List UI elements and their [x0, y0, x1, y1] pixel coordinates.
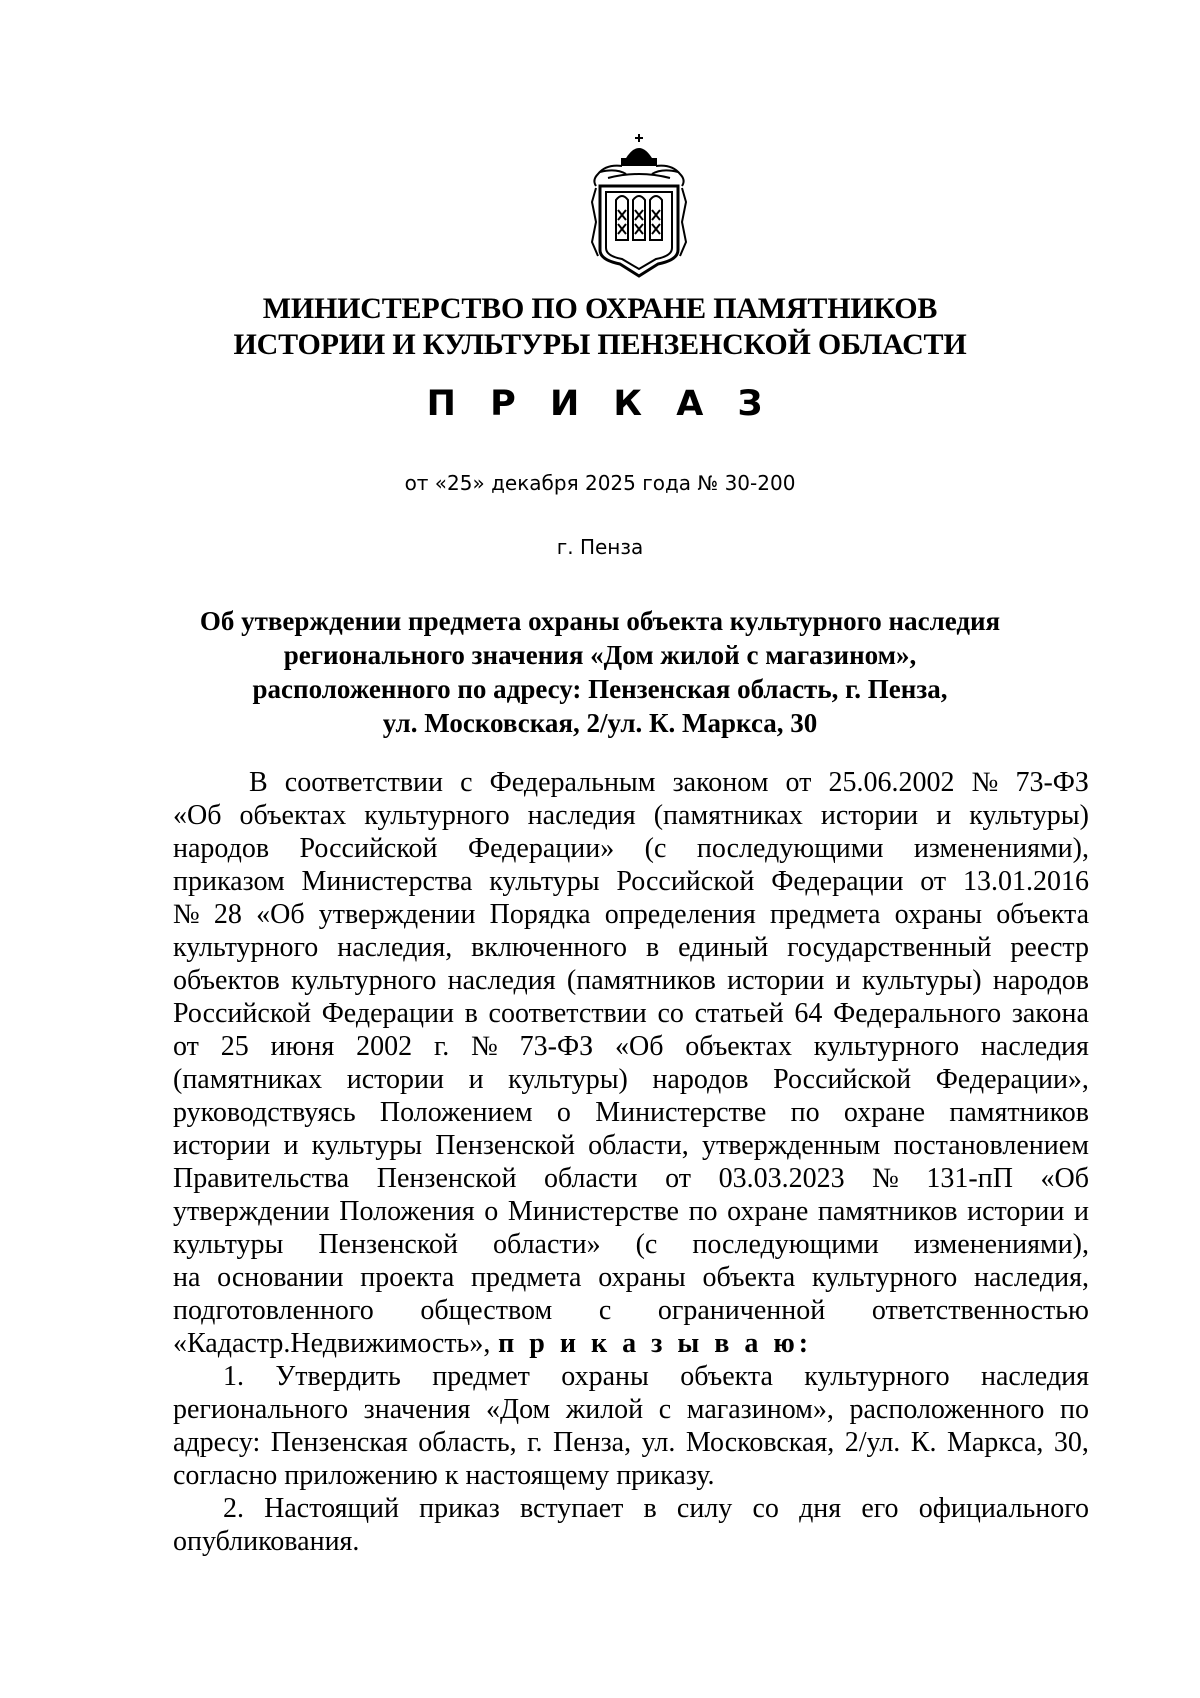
- preamble-line: народов Российской Федерации» (с последующими изменениями),: [173, 833, 1089, 864]
- preamble-line: объектов культурного наследия (памятников истории и культуры) народов: [173, 965, 1089, 996]
- preamble-line: Российской Федерации в соответствии со статьей 64 Федерального закона: [173, 998, 1089, 1029]
- subject-line: Об утверждении предмета охраны объекта культурного наследия: [199, 606, 1001, 636]
- order-item-2-line: опубликования.: [173, 1526, 360, 1557]
- order-item-1-line: адресу: Пензенская область, г. Пенза, ул. Московская, 2/ул. К. Маркса, 30,: [173, 1427, 1089, 1458]
- preamble-line: культурного наследия, включенного в единый государственный реестр: [173, 932, 1089, 963]
- order-word: п р и к а з ы в а ю:: [498, 1328, 813, 1359]
- preamble-line: на основании проекта предмета охраны объекта культурного наследия,: [173, 1262, 1089, 1293]
- preamble-line: руководствуясь Положением о Министерстве по охране памятников: [173, 1097, 1089, 1128]
- preamble-line: от 25 июня 2002 г. № 73-ФЗ «Об объектах культурного наследия: [173, 1031, 1089, 1062]
- order-city: г. Пенза: [556, 535, 644, 559]
- preamble-line: утверждении Положения о Министерстве по охране памятников истории и: [173, 1196, 1089, 1227]
- ministry-name-line-2: ИСТОРИИ И КУЛЬТУРЫ ПЕНЗЕНСКОЙ ОБЛАСТИ: [233, 328, 967, 361]
- contractor-name: «Кадастр.Недвижимость»,: [173, 1328, 491, 1359]
- preamble-line: приказом Министерства культуры Российской Федерации от 13.01.2016: [173, 866, 1089, 897]
- order-subject: [0, 604, 1200, 740]
- order-body: [173, 766, 1089, 1558]
- ministry-name-line-1: МИНИСТЕРСТВО ПО ОХРАНЕ ПАМЯТНИКОВ: [262, 292, 938, 325]
- order-item-1-line: 1. Утвердить предмет охраны объекта культурного наследия: [223, 1361, 1089, 1392]
- order-item-2-line: 2. Настоящий приказ вступает в силу со дня его официального: [223, 1493, 1089, 1524]
- preamble-line: Правительства Пензенской области от 03.03.2023 № 131-пП «Об: [173, 1163, 1089, 1194]
- order-item-1-line: регионального значения «Дом жилой с магазином», расположенного по: [173, 1394, 1089, 1425]
- preamble-line: подготовленного обществом с ограниченной ответственностью: [173, 1295, 1089, 1326]
- preamble-line: (памятниках истории и культуры) народов Российской Федерации»,: [173, 1064, 1089, 1095]
- preamble-line: истории и культуры Пензенской области, утвержденным постановлением: [173, 1130, 1089, 1161]
- order-date-number: от «25» декабря 2025 года № 30-200: [404, 471, 796, 495]
- preamble-line: «Об объектах культурного наследия (памятниках истории и культуры): [173, 800, 1089, 831]
- penza-region-coat-of-arms-icon: [586, 132, 692, 280]
- subject-line: ул. Московская, 2/ул. К. Маркса, 30: [382, 708, 818, 738]
- preamble-line: В соответствии с Федеральным законом от 25.06.2002 № 73-ФЗ: [249, 767, 1089, 798]
- preamble-line: культуры Пензенской области» (с последующими изменениями),: [173, 1229, 1089, 1260]
- document-type-title: П Р И К А З: [426, 384, 774, 424]
- order-item-1-line: согласно приложению к настоящему приказу.: [173, 1460, 715, 1491]
- preamble-line: № 28 «Об утверждении Порядка определения предмета охраны объекта: [173, 899, 1089, 930]
- subject-line: регионального значения «Дом жилой с магазином»,: [283, 640, 917, 670]
- subject-line: расположенного по адресу: Пензенская область, г. Пенза,: [252, 674, 948, 704]
- preamble-final-line: [173, 1327, 1089, 1360]
